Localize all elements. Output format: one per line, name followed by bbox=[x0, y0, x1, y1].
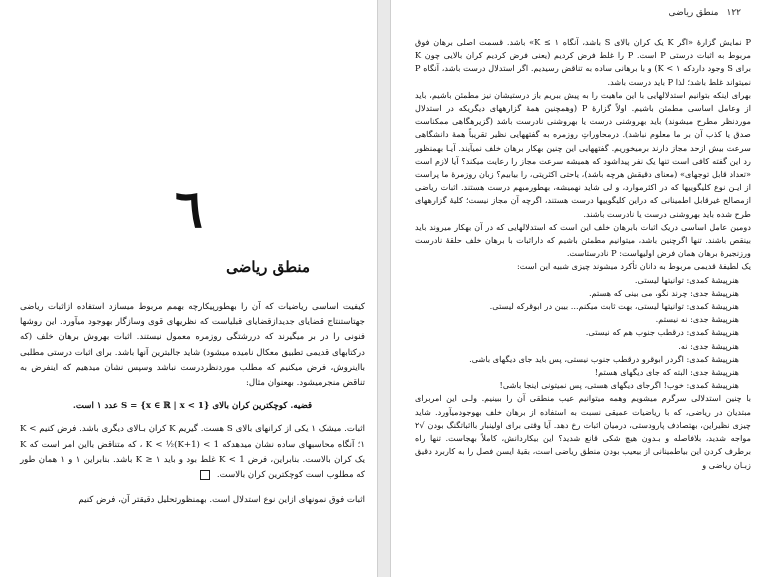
final-paragraph: با چنین استدلالی سرگرم میشویم وهمه میتوانیم عیب منطقی آن را ببینیم. ولـی این امربرای مبتدیان در ریاضی، که با ریاضیات عمیقی نسبت به استفاده از برهان خلف بهوجودمیآورد. شاید چیزی نظیراین، بهتصادف پارودستی، درمیان اثبات رخ دهد. آیا وقتی برای اولینبار بااثباتگنگ بودن √۲ مواجه شدید، بلافاصله و بـدون هیچ شکی قانع شدید؟ این بیکاردانش، کاملاً بهجاست. تنها راه برطرف کردن این بیاطمینانی از بیعیب بودن منطق ریاضی است، بقیهٔ ایسن فصل را به کاربرد دقیق زبـان ریاضی و bbox=[415, 393, 751, 470]
right-page-body bbox=[415, 36, 751, 472]
right-page bbox=[390, 0, 768, 577]
body-paragraph: دومین عامل اساسی دریک اثبات بابرهان خلف این است که استدلالهایی که در آن بهکار میروند باید بینقص باشند. تنها اگرچنین باشد، میتوانیم مطمئن باشیم که داراثبات با برهان خلف حلقهٔ نادرست ورزنجیرۀ برهان همان فرض اولیهاست: P نادرستاست. bbox=[415, 221, 751, 259]
qed-box-icon bbox=[200, 470, 210, 480]
body-paragraph: یک لطیفهٔ قدیمی مربوط به دانان تأکرد میشوند چیزی شبیه این است: bbox=[516, 261, 751, 272]
page-number: ۱۲۲ bbox=[726, 8, 741, 18]
left-page-body bbox=[20, 300, 365, 508]
dialogue-line: هنرپیشهٔ جدی: نه. bbox=[678, 340, 739, 351]
dialogue-line: هنرپیشهٔ جدی: نه نیستم. bbox=[655, 314, 739, 325]
dialogue-line: هنرپیشهٔ جدی: البته که جای دیگهای هستم! bbox=[594, 367, 739, 378]
dialogue-line: هنرپیشهٔ جدی: چرند نگو، می بینی که هستم. bbox=[588, 287, 739, 298]
chapter-title: منطق ریاضی bbox=[226, 258, 310, 276]
running-head bbox=[421, 8, 741, 18]
body-paragraph: بهرای اینکه بتوانیم استدلالهایی با این ماهیت را به پیش ببریم باز درستیشان نیز مطمئن باشیم، باید از وعامل اساسی مطمئن باشیم. اولاً گزارۀ P (وهمچنین همۀ گزارههای دیگریکه در استدلال موردنظر مطرح میشوند) باید بهروشنی درست یا بهروشنی نادرست باشد (گزیرهگاهی ممکناست صدق یا کذب آن بر ما معلوم نباشد). درمحاوراتِ روزمره به گفتههایی نظیر تقریباً همهٔ دانشگاهی سرعت بیش ازحد مجاز دارند برمیخوریم. گفتههایی این چنین بهکار برهان خلف نمیآیند. آیـا بهمنظور رد این گفته کافی است تنها یک نفر پیداشود که همیشه سرعت مجاز را رعایت میکند؟ آیا لازم است «تعداد قابل توجهای» (معنای دقیقش هرچه باشد)، یاحتی اکثریتی، را بیابیم؟ زبان روزمرۀ ما پراست از ایـن نوع کلیگوییها که در اکثرموارد، و لی شاید نهمیشه، بهطورمبهم درست هستند. اثبات ریاضی ازمصالح غیرقابل اطمینانی که دراین کلیگوییها درست هستند، اگرچه آن مجاز نیست؛ کلیهٔ گزارههای طرح شده باید بهروشنی درست یا نادرست باشند. bbox=[415, 89, 751, 219]
left-page bbox=[0, 0, 378, 577]
page-gutter bbox=[378, 0, 390, 577]
body-paragraph: P نمایش گزارۀ «اگر K یک کران بالای S باشد، آنگاه ۱ ≥ K» باشد. قسمت اصلی برهان فوق مربوط به اثبات درستی P است. P را غلط فرض کردیم (یعنی فرض کردیم کران بالایی چون K برای S وجود داردکه K < ۱) و با برهانی ساده به تناقض رسیدیم. اگر استدلال درست باشد، آنگاه P نمیتواند غلط باشد؛ لذا P باید درست باشد. bbox=[415, 37, 751, 87]
proof-paragraph bbox=[20, 422, 365, 483]
dialogue-line: هنرپیشهٔ کمدی: خوب! اگرجای دیگهای هستی، پس نمیتونی اینجا باشی! bbox=[499, 380, 739, 391]
proof-text: اثبات. میشک ۱ یکی از کرانهای بالای S هست. گیریم K کران بـالای دیگری باشد. فرض کنیم K < ۱؛ آنگاه محاسبهای ساده نشان میدهدکه K < ½(K+1) < 1 ، که متناقض بااین امر است که K یک کران بالاست. بنابراین، فرض K < 1 غلط بود و باید ۱ ≤ K باشد. بنابراین ۱ و ۱ همان طور که مطلوب است کوچکترین کران بالاست. bbox=[20, 424, 365, 481]
theorem-statement: قضیه. کوچکترین کران بالای S = {x ∈ ℝ | x < 1} عدد ۱ است. bbox=[72, 401, 313, 412]
dialogue-line: هنرپیشهٔ کمدی: توانیتها لیستی. bbox=[634, 274, 739, 285]
closing-paragraph: اثبات فوق نمونهای ازاین نوع استدلال است. بهمنظورتحلیل دقیقتر آن، فرض کنیم bbox=[78, 495, 365, 506]
running-title: منطق ریاضی bbox=[668, 8, 719, 18]
dialogue-line: هنرپیشهٔ کمدی: اگردر ابوقرو درقطب جنوب نیستی، پس باید جای دیگهای باشی. bbox=[469, 353, 739, 364]
chapter-number: ٦ bbox=[175, 179, 203, 240]
dialogue-line: هنرپیشهٔ کمدی: توانیتها لیستی، بهت ثابت میکنم... بیبن در ابوقرکه لیستی. bbox=[489, 301, 739, 312]
dialogue-line: هنرپیشهٔ کمدی: درقطب جنوب هم که نیستی. bbox=[585, 327, 739, 338]
intro-paragraph: کیفیت اساسی ریاضیات که آن را بهطورپیکارچه بهمم مربوط میسازد استفاده ازاثبات ریاضی جهتاستنتاج قضایای جدیدازقضایای قبلیاست که نظریهای قوی وسازگار بهوجود میآورد. این روشها فنونی را در بر میگیرند که دررشتگی روزمره معمول نیستند. اثبات بهروش برهان خلف (که درکتابهای قدیمی تطبیق معکال نامیده میشود) شاید جالبترین آنها باشد. برای اثبات درستی مطلبی بااینروش، فرض میکنیم که مطلب موردنظردرست نباشد وسپس نشان میدهیم که اینفرض به تناقض منجرمیشود. بهعنوان مثال: bbox=[20, 302, 365, 389]
